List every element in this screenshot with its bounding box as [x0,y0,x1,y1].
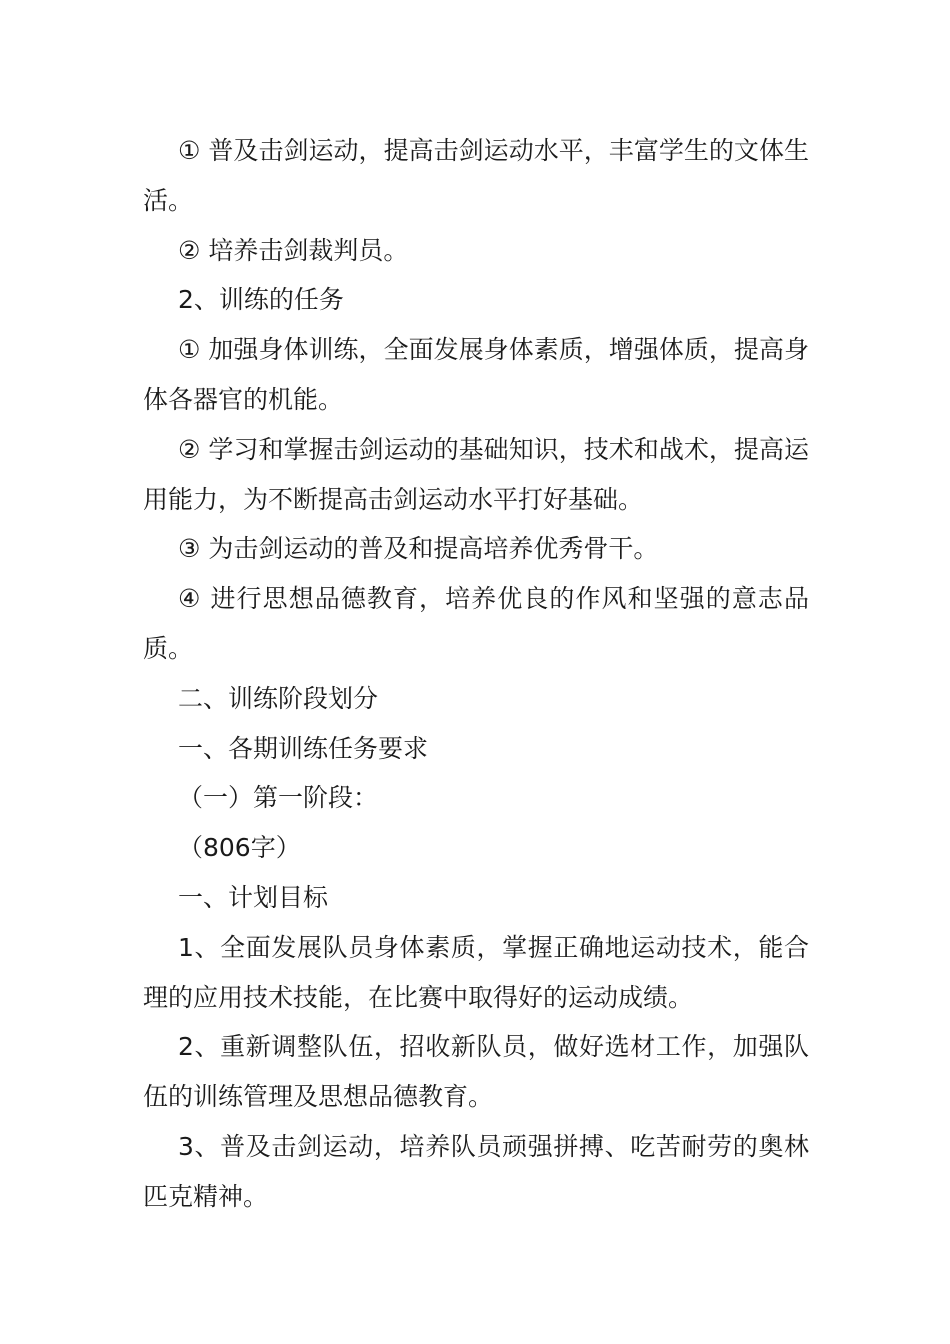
heading-training-tasks: 2、训练的任务 [178,285,344,315]
paragraph-task-4: ④ 进行思想品德教育，培养优良的作风和坚强的意志品质。 [143,584,809,663]
paragraph-task-3: ③ 为击剑运动的普及和提高培养优秀骨干。 [178,534,659,564]
heading-stage-one: （一）第一阶段： [178,783,379,813]
word-count-note: （806字） [178,833,301,863]
paragraph-goal-1: ① 普及击剑运动，提高击剑运动水平，丰富学生的文体生活。 [143,136,809,215]
paragraph-task-1: ① 加强身体训练，全面发展身体素质，增强体质，提高身体各器官的机能。 [143,335,809,414]
paragraph-plan-goal-2: 2、重新调整队伍，招收新队员，做好选材工作，加强队伍的训练管理及思想品德教育。 [143,1032,809,1112]
document-body [143,126,809,1222]
heading-plan-goals: 一、计划目标 [178,882,329,912]
paragraph-goal-2: ② 培养击剑裁判员。 [178,235,409,265]
paragraph-plan-goal-1: 1、全面发展队员身体素质，掌握正确地运动技术，能合理的应用技术技能，在比赛中取得好的运动成绩。 [143,932,809,1012]
paragraph-plan-goal-3: 3、普及击剑运动，培养队员顽强拼搏、吃苦耐劳的奥林匹克精神。 [143,1131,809,1211]
heading-training-stages: 二、训练阶段划分 [178,683,379,713]
heading-period-requirements: 一、各期训练任务要求 [178,733,429,763]
paragraph-task-2: ② 学习和掌握击剑运动的基础知识，技术和战术，提高运用能力，为不断提高击剑运动水平打好基础。 [143,434,809,514]
